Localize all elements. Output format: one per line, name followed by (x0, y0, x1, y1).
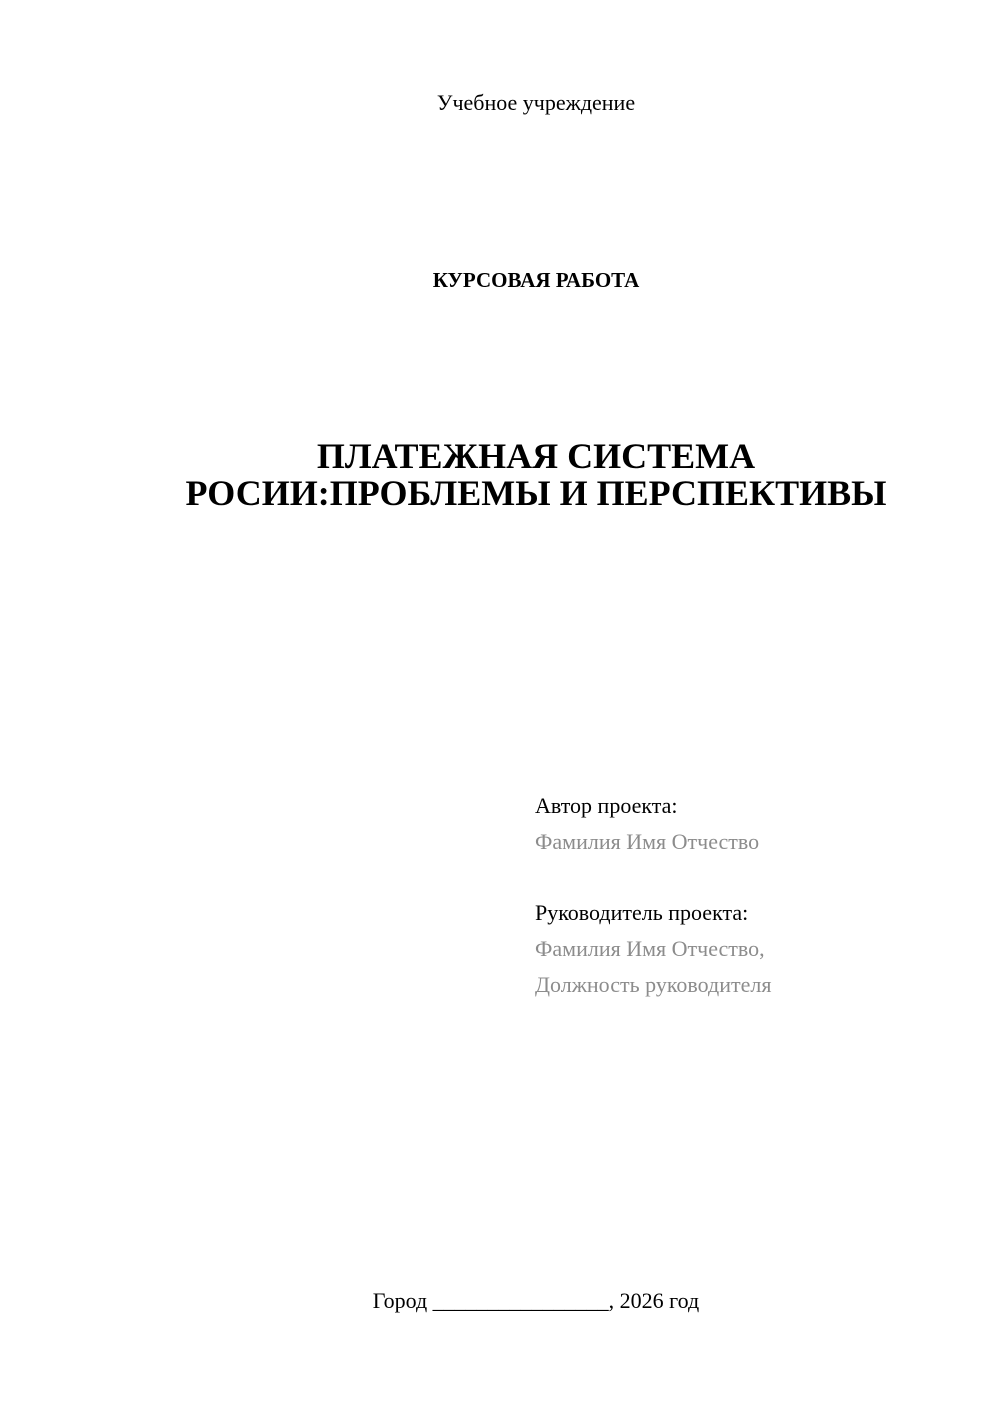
author-name: Фамилия Имя Отчество (535, 829, 760, 854)
supervisor-label: Руководитель проекта: (535, 900, 749, 925)
work-type-heading: КУРСОВАЯ РАБОТА (432, 268, 640, 292)
city-year-line: Город ________________, 2026 год (372, 1288, 700, 1313)
document-title (0, 438, 1000, 512)
supervisor-name: Фамилия Имя Отчество, (535, 936, 765, 961)
author-info-block (535, 788, 771, 1003)
supervisor-position: Должность руководителя (535, 972, 772, 997)
institution-name: Учебное учреждение (436, 90, 636, 115)
document-title-line-2: РОСИИ:ПРОБЛЕМЫ И ПЕРСПЕКТИВЫ (185, 473, 887, 513)
document-title-line-1: ПЛАТЕЖНАЯ СИСТЕМА (316, 436, 756, 476)
author-label: Автор проекта: (535, 793, 678, 818)
